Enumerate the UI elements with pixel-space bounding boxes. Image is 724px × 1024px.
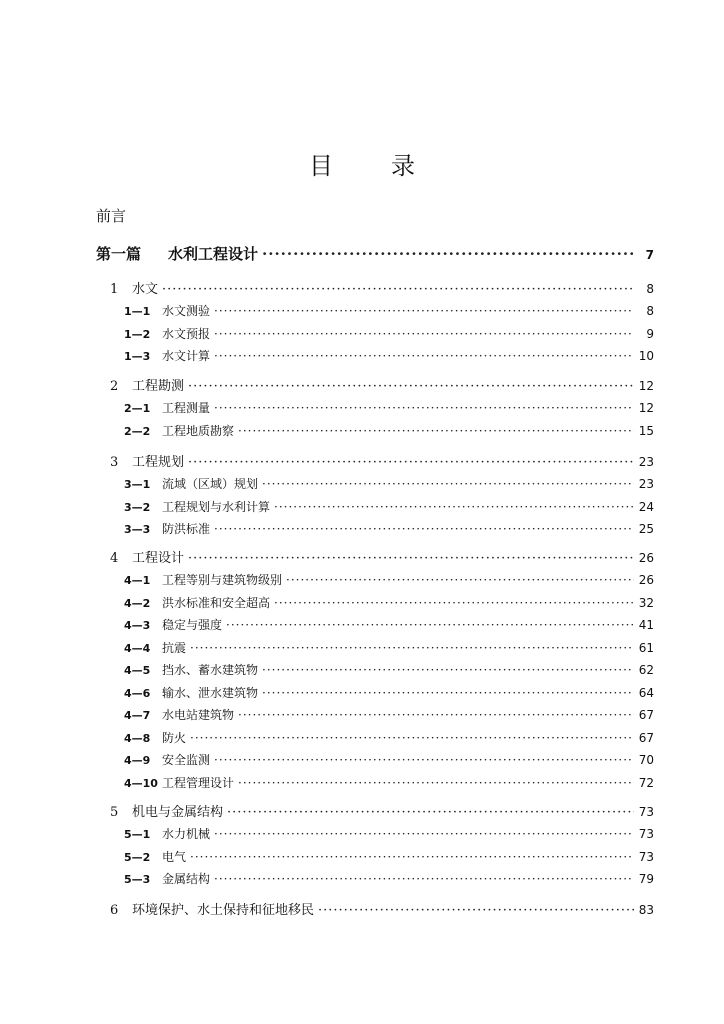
dot-leader bbox=[214, 304, 634, 318]
dot-leader bbox=[188, 455, 634, 470]
toc-label: 工程规划与水利计算 bbox=[162, 499, 271, 514]
toc-number: 3 bbox=[110, 455, 119, 470]
toc-label: 水电站建筑物 bbox=[162, 708, 235, 722]
toc-label: 工程规划 bbox=[132, 455, 185, 470]
toc-label: 工程管理设计 bbox=[162, 775, 235, 790]
toc-label: 安全监测 bbox=[162, 753, 211, 767]
toc-number: 5—1 bbox=[124, 828, 151, 841]
toc-section[interactable] bbox=[124, 302, 654, 319]
toc-label: 电气 bbox=[162, 849, 187, 864]
dot-leader bbox=[214, 872, 634, 886]
toc-section[interactable] bbox=[124, 616, 654, 633]
toc-label: 工程等别与建筑物级别 bbox=[162, 573, 283, 587]
toc-section[interactable] bbox=[124, 684, 654, 701]
toc-page: 25 bbox=[638, 522, 654, 536]
toc-section[interactable] bbox=[124, 870, 654, 887]
toc-section[interactable] bbox=[124, 347, 654, 364]
dot-leader bbox=[214, 401, 634, 415]
toc-number: 6 bbox=[110, 903, 119, 918]
toc-page: 8 bbox=[646, 304, 654, 318]
toc-number: 4 bbox=[110, 551, 119, 566]
toc-label: 水利工程设计 bbox=[168, 245, 259, 263]
toc-number: 5—2 bbox=[124, 850, 151, 864]
toc-section[interactable] bbox=[124, 729, 654, 746]
dot-leader bbox=[190, 850, 634, 864]
dot-leader bbox=[262, 245, 634, 263]
toc-section[interactable] bbox=[124, 325, 654, 342]
dot-leader bbox=[262, 477, 634, 491]
toc-page: 12 bbox=[638, 379, 654, 393]
dot-leader bbox=[190, 641, 634, 655]
dot-leader bbox=[214, 327, 634, 341]
toc-label: 机电与金属结构 bbox=[132, 805, 224, 820]
toc-number: 3—3 bbox=[124, 523, 151, 536]
toc-section[interactable] bbox=[124, 520, 654, 537]
toc-section[interactable] bbox=[124, 661, 654, 678]
toc-number: 3—1 bbox=[124, 478, 151, 491]
toc-number: 4—1 bbox=[124, 574, 151, 587]
toc-label: 水文 bbox=[132, 282, 159, 297]
toc-page: 83 bbox=[638, 903, 654, 917]
toc-page: 23 bbox=[638, 477, 654, 491]
toc-page: 61 bbox=[638, 640, 654, 655]
dot-leader bbox=[274, 596, 634, 610]
dot-leader bbox=[274, 500, 634, 514]
dot-leader bbox=[226, 618, 634, 632]
dot-leader bbox=[227, 805, 634, 820]
toc-label: 工程设计 bbox=[132, 551, 185, 566]
toc-label: 工程地质勘察 bbox=[162, 423, 235, 438]
page-title bbox=[0, 146, 724, 181]
dot-leader bbox=[262, 686, 634, 700]
toc-number: 4—7 bbox=[124, 709, 151, 722]
toc-number: 4—5 bbox=[124, 664, 151, 677]
toc-page: 64 bbox=[638, 685, 654, 700]
toc-page: 23 bbox=[638, 455, 654, 469]
toc-page: 73 bbox=[638, 805, 654, 819]
toc-chapter[interactable] bbox=[110, 375, 654, 394]
dot-leader bbox=[238, 424, 634, 438]
toc-section[interactable] bbox=[124, 639, 654, 656]
dot-leader bbox=[188, 379, 634, 394]
toc-number: 5 bbox=[110, 805, 119, 820]
toc-page: 26 bbox=[638, 573, 654, 587]
toc-page: 73 bbox=[638, 849, 654, 864]
toc-page: 12 bbox=[638, 401, 654, 415]
toc-number: 2 bbox=[110, 379, 119, 394]
title-char: 录 bbox=[391, 152, 415, 180]
toc-page: 70 bbox=[638, 753, 654, 767]
toc-label: 防火 bbox=[162, 730, 187, 745]
toc-section[interactable] bbox=[124, 594, 654, 611]
toc-page: 62 bbox=[638, 663, 654, 677]
toc-number: 4—2 bbox=[124, 596, 151, 610]
toc-page: 15 bbox=[638, 423, 654, 438]
dot-leader bbox=[238, 776, 634, 790]
toc-page: 8 bbox=[646, 282, 654, 296]
toc-section[interactable] bbox=[124, 571, 654, 588]
dot-leader bbox=[214, 349, 634, 363]
toc-page: 10 bbox=[638, 349, 654, 363]
toc-section[interactable] bbox=[124, 399, 654, 416]
toc-chapter[interactable] bbox=[110, 547, 654, 566]
toc-number: 1—1 bbox=[124, 305, 151, 318]
toc-label: 输水、泄水建筑物 bbox=[162, 685, 259, 700]
toc-label: 工程勘测 bbox=[132, 379, 185, 394]
dot-leader bbox=[286, 573, 634, 587]
toc-number: 3—2 bbox=[124, 500, 151, 514]
dot-leader bbox=[214, 522, 634, 536]
toc-label: 工程测量 bbox=[162, 401, 211, 415]
toc-section[interactable] bbox=[124, 498, 654, 515]
toc-preface[interactable]: 前言 bbox=[96, 207, 127, 225]
toc-label: 流域（区域）规划 bbox=[162, 477, 259, 491]
dot-leader bbox=[214, 827, 634, 841]
toc-page: 24 bbox=[638, 499, 654, 514]
toc-number: 2—1 bbox=[124, 402, 151, 415]
dot-leader bbox=[262, 663, 634, 677]
toc-chapter[interactable] bbox=[110, 899, 654, 918]
toc-page: 26 bbox=[638, 551, 654, 565]
toc-page: 32 bbox=[638, 595, 654, 610]
toc-number: 4—4 bbox=[124, 641, 151, 655]
toc-number: 4—10 bbox=[124, 776, 158, 790]
toc-number: 1 bbox=[110, 282, 119, 297]
toc-section[interactable] bbox=[124, 774, 654, 791]
toc-page: 67 bbox=[638, 708, 654, 722]
toc-label: 稳定与强度 bbox=[162, 618, 223, 632]
toc-page: 73 bbox=[638, 827, 654, 841]
toc-label: 抗震 bbox=[162, 640, 187, 655]
toc-chapter[interactable] bbox=[110, 801, 654, 820]
toc-page: 41 bbox=[638, 618, 654, 632]
dot-leader bbox=[188, 551, 634, 566]
toc-number: 第一篇 bbox=[96, 245, 142, 263]
toc-chapter[interactable] bbox=[110, 451, 654, 470]
dot-leader bbox=[190, 731, 634, 745]
toc-page: 72 bbox=[638, 775, 654, 790]
toc-label: 水力机械 bbox=[162, 827, 211, 841]
toc-section[interactable] bbox=[124, 422, 654, 439]
toc-label: 水文测验 bbox=[162, 304, 211, 318]
toc-label: 水文计算 bbox=[162, 349, 211, 363]
toc-label: 挡水、蓄水建筑物 bbox=[162, 663, 259, 677]
toc-page: 67 bbox=[638, 730, 654, 745]
dot-leader bbox=[318, 903, 634, 918]
toc-number: 5—3 bbox=[124, 873, 151, 886]
toc-number: 2—2 bbox=[124, 424, 151, 438]
toc-section[interactable] bbox=[124, 751, 654, 768]
toc-label: 洪水标准和安全超高 bbox=[162, 595, 271, 610]
toc-number: 4—6 bbox=[124, 686, 151, 700]
dot-leader bbox=[162, 282, 634, 297]
toc-number: 1—2 bbox=[124, 327, 151, 341]
toc-section[interactable] bbox=[124, 706, 654, 723]
toc-number: 4—3 bbox=[124, 619, 151, 632]
toc-page: 79 bbox=[638, 872, 654, 886]
toc-number: 4—8 bbox=[124, 731, 151, 745]
title-char: 目 bbox=[309, 152, 333, 180]
toc-label: 金属结构 bbox=[162, 872, 211, 886]
toc-label: 环境保护、水土保持和征地移民 bbox=[132, 903, 315, 918]
toc-chapter[interactable] bbox=[110, 278, 654, 297]
dot-leader bbox=[214, 753, 634, 767]
toc-part[interactable] bbox=[96, 243, 654, 264]
toc-number: 4—9 bbox=[124, 754, 151, 767]
toc-label: 防洪标准 bbox=[162, 522, 211, 536]
toc-section[interactable] bbox=[124, 825, 654, 842]
toc-section[interactable] bbox=[124, 475, 654, 492]
toc-label: 水文预报 bbox=[162, 326, 211, 341]
toc-page: 7 bbox=[645, 248, 654, 262]
toc-number: 1—3 bbox=[124, 350, 151, 363]
toc-section[interactable] bbox=[124, 848, 654, 865]
dot-leader bbox=[238, 708, 634, 722]
toc-page: 9 bbox=[646, 326, 654, 341]
